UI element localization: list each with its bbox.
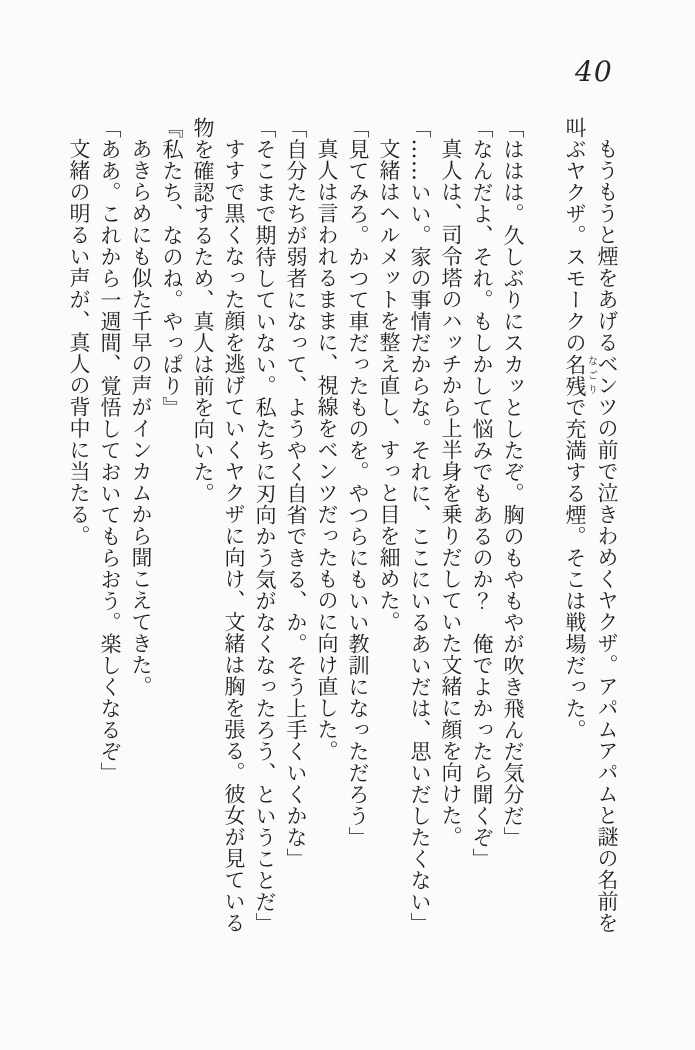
paragraph-11: すすで黒くなった顔を逃げていくヤクザに向け、文緒は胸を張る。彼女が見ている物を確認するため、真人は前を向いた。 <box>191 117 246 934</box>
paragraph-5: 「……いい。家の事情だからな。それに、ここにいるあいだは、思いだしたくない」 <box>408 117 432 934</box>
paragraph-1-after-ruby: で充満する煙。そこは戦場だった。 <box>563 396 587 741</box>
ruby-base: 名残 <box>563 353 587 397</box>
vertical-text-block <box>64 117 622 936</box>
paragraph-1 <box>559 117 622 936</box>
paragraph-12: 『私たち、なのね。やっぱり』 <box>160 117 184 418</box>
page-number: 40 <box>575 55 613 88</box>
paragraph-1-before-ruby: もうもうと煙をあげるベンツの前で泣きわめくヤクザ。アパムアパムと謎の名前を叫ぶヤクザ。スモークの <box>563 117 619 934</box>
paragraph-8: 真人は言われるままに、視線をベンツだったものに向け直した。 <box>315 138 339 762</box>
paragraph-7: 「見てみろ。かつて車だったものを。やつらにもいい教訓になっただろう」 <box>346 117 370 848</box>
paragraph-13: あきらめにも似た千早の声がインカムから聞こえてきた。 <box>129 138 153 697</box>
paragraph-10: 「そこまで期待していない。私たちに刃向かう気がなくなったろう、ということだ」 <box>253 117 277 934</box>
paragraph-2: 「ははは。久しぶりにスカッとしたぞ。胸のもやもやが吹き飛んだ気分だ」 <box>501 117 525 848</box>
paragraph-6: 文緒はヘルメットを整え直し、すっと目を細めた。 <box>377 138 401 633</box>
ruby-furigana: なごり <box>585 353 597 397</box>
paragraph-4: 真人は、司令塔のハッチから上半身を乗りだしていた文緒に顔を向けた。 <box>439 138 463 848</box>
paragraph-14: 「ああ。これから一週間、覚悟しておいてもらおう。楽しくなるぞ」 <box>98 117 122 784</box>
paragraph-15: 文緒の明るい声が、真人の背中に当たる。 <box>67 138 91 547</box>
ruby-nagori <box>563 353 597 397</box>
paragraph-3: 「なんだよ、それ。もしかして悩みでもあるのか？ 俺でよかったら聞くぞ」 <box>470 117 494 870</box>
paragraph-9: 「自分たちが弱者になって、ようやく自省できる、か。そう上手くいくかな」 <box>284 117 308 870</box>
